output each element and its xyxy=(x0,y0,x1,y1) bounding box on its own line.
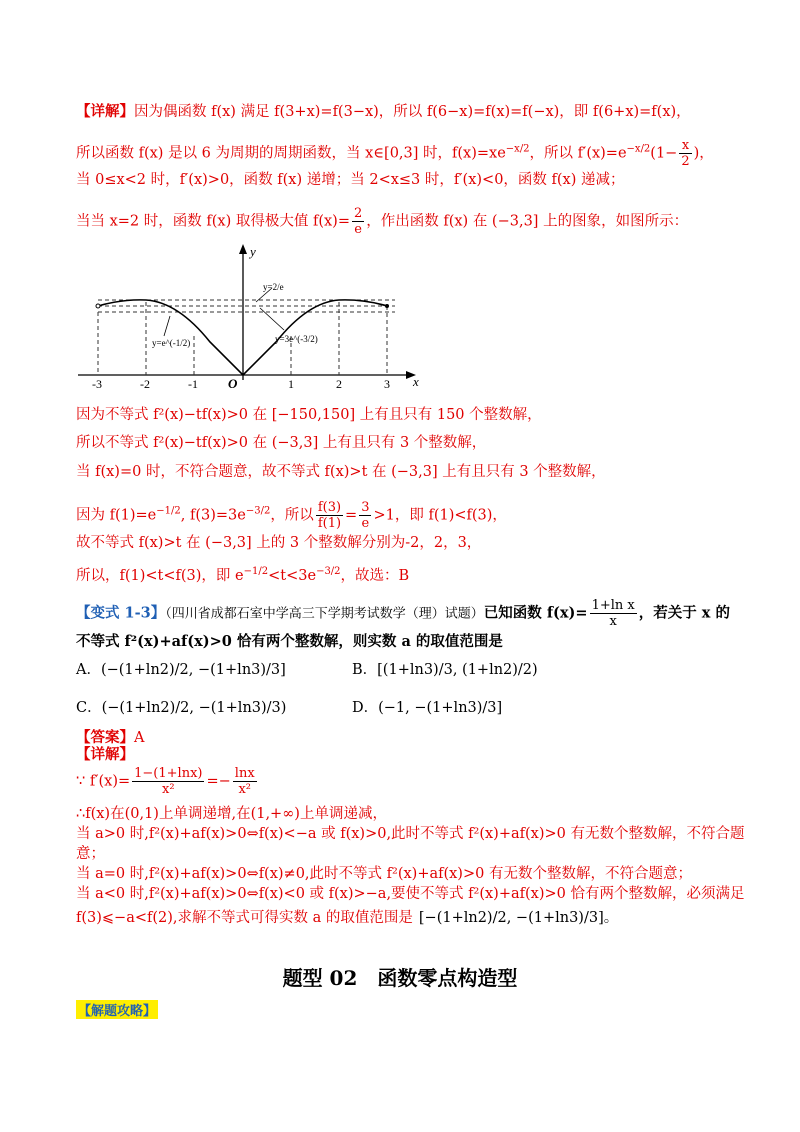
detail-line-10 xyxy=(76,562,409,586)
option-a-text: A．(−(1+ln2)/2, −(1+ln3)/3] xyxy=(76,662,286,678)
detail2-line xyxy=(76,745,134,765)
exp-neg-half: −1/2 xyxy=(156,505,181,517)
exp-neg-x-over-2-b: −x/2 xyxy=(626,143,651,155)
solution-line-6 xyxy=(76,908,618,928)
arrow-left xyxy=(164,316,170,336)
frac-x-over-2: $\frac{x}{2}$ xyxy=(681,138,690,169)
answer-label: 【答案】 xyxy=(76,729,134,746)
detail-line-2 xyxy=(76,138,714,169)
detail-label: 【详解】 xyxy=(76,103,134,120)
text-s2: ∴f(x)在(0,1)上单调递增,在(1,+∞)上单调递减， xyxy=(76,806,387,822)
tick-neg3: -3 xyxy=(92,377,102,391)
solution-line-2 xyxy=(76,804,387,824)
detail-line-6 xyxy=(76,433,486,453)
tick-neg1: -1 xyxy=(188,377,198,391)
text-l1: 因为偶函数 f(x) 满足 f(3+x)=f(3−x)，所以 f(6−x)=f(x)=f(−x)，即 f(6+x)=f(x)， xyxy=(134,104,691,120)
variant-label: 【变式 1-3】 xyxy=(76,604,166,622)
solution-line-3b xyxy=(76,844,105,864)
exp-neg-three-half-b: −3/2 xyxy=(316,566,341,577)
text-l3: 当 0≤x<2 时，f′(x)>0，函数 f(x) 递增；当 2<x≤3 时，f′(x)<0，函数 f(x) 递减； xyxy=(76,172,625,188)
text-l4b: ，作出函数 f(x) 在 (−3,3] 上的图象，如图所示： xyxy=(366,213,689,230)
variant-q2: 不等式 f²(x)+af(x)>0 恰有两个整数解，则实数 a 的取值范围是 xyxy=(76,633,503,650)
detail-line-8 xyxy=(76,500,507,531)
text-l8d: = xyxy=(345,507,358,524)
frac-derivative: $\frac{1-(1+\ln x)}{\text{x²}}$ xyxy=(134,766,203,797)
frac-1-lnx-over-x: $\frac{\text{1+ln x}}{x}$ xyxy=(591,598,635,629)
detail-line-9 xyxy=(76,533,481,553)
origin-label: O xyxy=(228,376,238,391)
frac-3-over-e: $\frac{3}{e}$ xyxy=(361,500,370,531)
text-s6a: f(3)⩽−a<f(2),求解不等式可得实数 a 的取值范围是 xyxy=(76,910,413,926)
text-s3b: 意； xyxy=(76,846,105,862)
label-left: y=e^(-1/2) xyxy=(152,338,191,348)
text-l8e: >1，即 f(1)<f(3)， xyxy=(373,507,507,524)
option-d xyxy=(352,698,502,718)
text-s3: 当 a>0 时,f²(x)+af(x)>0⇔f(x)<−a 或 f(x)>0,此时不等式 f²(x)+af(x)>0 有无数个整数解，不符合题 xyxy=(76,826,745,842)
tick-2: 2 xyxy=(336,377,342,391)
detail-line-4 xyxy=(76,206,688,237)
text-l2c: (1− xyxy=(650,145,678,162)
option-c xyxy=(76,698,286,718)
strategy-tag: 【解题攻略】 xyxy=(76,1000,158,1019)
text-s1b: =− xyxy=(206,773,231,790)
function-graph xyxy=(60,242,430,392)
detail2-label: 【详解】 xyxy=(76,746,134,763)
answer-value: A xyxy=(134,730,145,746)
text-l5: 因为不等式 f²(x)−tf(x)>0 在 [−150,150] 上有且只有 150 个整数解， xyxy=(76,407,542,423)
option-b xyxy=(352,660,538,680)
tick-3: 3 xyxy=(384,377,390,391)
closed-endpoint xyxy=(385,304,389,308)
frac-lnx-over-x2: $\frac{\ln x}{\text{x²}}$ xyxy=(234,766,255,797)
option-d-text: D．(−1, −(1+ln3)/3] xyxy=(352,700,503,716)
solution-line-5 xyxy=(76,884,744,904)
text-l2b: ，所以 f′(x)=e xyxy=(529,145,627,162)
option-b-text: B．[(1+ln3)/3, (1+ln2)/2) xyxy=(352,662,538,678)
label-max: y=2/e xyxy=(263,282,284,292)
detail-line-5 xyxy=(76,405,542,425)
text-s1a: ∵ f′(x)= xyxy=(76,773,131,790)
text-l4a: 当当 x=2 时，函数 f(x) 取得极大值 f(x)= xyxy=(76,213,350,230)
variant-q1a: 已知函数 f(x)= xyxy=(483,604,588,622)
y-axis-label: y xyxy=(250,244,256,259)
detail-line-1 xyxy=(76,102,691,122)
text-s6b: [−(1+ln2)/2, −(1+ln3)/3]。 xyxy=(418,910,619,926)
y-axis-arrow xyxy=(239,244,247,254)
frac-2-over-e: $\frac{2}{e}$ xyxy=(353,206,363,237)
text-l8c: ，所以 xyxy=(270,507,314,524)
tick-1: 1 xyxy=(288,377,294,391)
option-a xyxy=(76,660,286,680)
text-l7: 当 f(x)=0 时，不符合题意，故不等式 f(x)>t 在 (−3,3] 上有且只有 3 个整数解， xyxy=(76,464,606,480)
variant-line-1 xyxy=(76,598,730,629)
text-l9: 故不等式 f(x)>t 在 (−3,3] 上的 3 个整数解分别为-2，2，3， xyxy=(76,535,482,551)
tick-neg2: -2 xyxy=(140,377,150,391)
solution-line-1 xyxy=(76,766,259,797)
section-heading: 题型 02 函数零点构造型 xyxy=(282,966,518,990)
label-right: y=3e^(-3/2) xyxy=(275,334,318,344)
text-l8b: , f(3)=3e xyxy=(180,507,246,524)
frac-f3-over-f1: $\frac{f(3)}{f(1)}$ xyxy=(317,500,342,531)
option-c-text: C．(−(1+ln2)/2, −(1+ln3)/3) xyxy=(76,700,287,716)
detail-line-3 xyxy=(76,170,625,190)
text-l10b: <t<3e xyxy=(268,567,317,584)
text-s4: 当 a=0 时,f²(x)+af(x)>0⇔f(x)≠0,此时不等式 f²(x)+af(x)>0 有无数个整数解，不符合题意； xyxy=(76,866,692,882)
exp-neg-three-half: −3/2 xyxy=(245,505,271,517)
text-l10a: 所以，f(1)<t<f(3)，即 e xyxy=(76,567,244,584)
text-l10c: ，故选：B xyxy=(340,567,410,584)
arrow-right xyxy=(260,308,284,330)
x-axis-label: x xyxy=(413,374,419,389)
exp-neg-x-over-2: −x/2 xyxy=(505,143,530,155)
detail-line-7 xyxy=(76,462,606,482)
text-l8a: 因为 f(1)=e xyxy=(76,507,157,524)
variant-source: （四川省成都石室中学高三下学期考试数学（理）试题） xyxy=(165,606,484,622)
text-l2a: 所以函数 f(x) 是以 6 为周期的周期函数，当 x∈[0,3] 时，f(x)=xe xyxy=(76,145,506,162)
exp-neg-half-b: −1/2 xyxy=(243,566,269,577)
variant-q1b: ，若关于 x 的 xyxy=(638,604,730,622)
open-endpoint xyxy=(96,304,100,308)
solution-line-3 xyxy=(76,824,744,844)
solution-line-4 xyxy=(76,864,692,884)
text-s5: 当 a<0 时,f²(x)+af(x)>0⇔f(x)<0 或 f(x)>−a,要使不等式 f²(x)+af(x)>0 恰有两个整数解，必须满足 xyxy=(76,886,745,902)
variant-line-2 xyxy=(76,632,503,652)
text-l6: 所以不等式 f²(x)−tf(x)>0 在 (−3,3] 上有且只有 3 个整数解， xyxy=(76,435,487,451)
text-l2d: )， xyxy=(693,145,714,162)
